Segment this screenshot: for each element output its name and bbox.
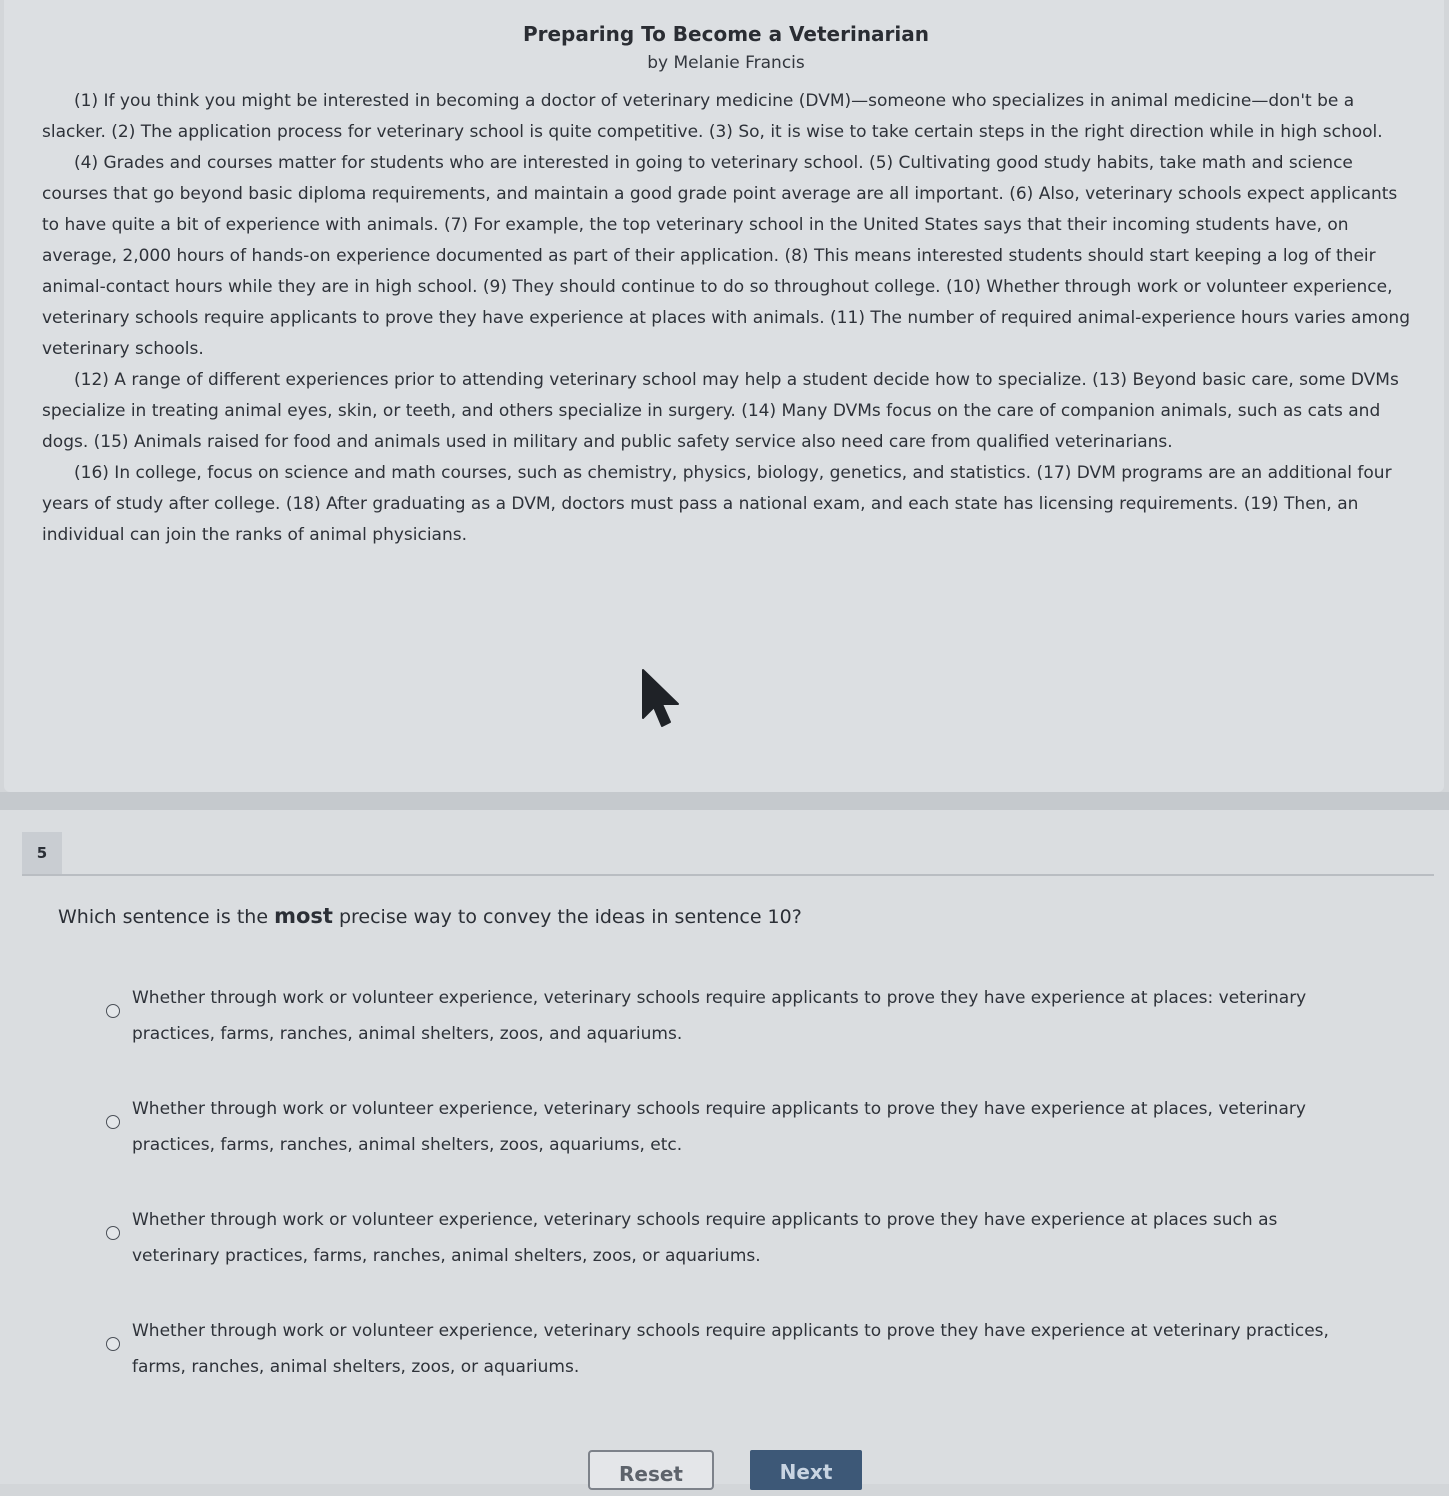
- passage-paragraph-2: (4) Grades and courses matter for students who are interested in going to veterinary school. (5) Cultivating good study habits, take math and science courses that go beyond basic diploma requirements, and maintain a good grade point average are all important. (6) Also, veterinary schools expect applicants to have quite a bit of experience with animals. (7) For example, the top veterinary school in the United States says that their incoming students have, on average, 2,000 hours of hands-on experience documented as part of their application. (8) This means interested students should start keeping a log of their animal-contact hours while they are in high school. (9) They should continue to do so throughout college. (10) Whether through work or volunteer experience, veterinary schools require applicants to prove they have experience at places with animals. (11) The number of required animal-experience hours varies among veterinary schools.: [42, 153, 1410, 359]
- passage-title: Preparing To Become a Veterinarian: [522, 22, 930, 46]
- question-number-badge: 5: [22, 832, 62, 874]
- answer-choice-1[interactable]: [106, 980, 1336, 1050]
- answer-choice-3[interactable]: [106, 1202, 1336, 1272]
- passage-author: by Melanie Francis: [647, 53, 805, 73]
- answer-choice-2-text[interactable]: Whether through work or volunteer experience, veterinary schools require applicants to prove they have experience at places, veterinary practices, farms, ranches, animal shelters, zoos, aquariums, etc.: [132, 1099, 1306, 1155]
- reset-button[interactable]: Reset: [588, 1450, 714, 1490]
- radio-button-2[interactable]: [106, 1115, 120, 1129]
- passage-paragraph-3: (12) A range of different experiences prior to attending veterinary school may help a student decide how to specialize. (13) Beyond basic care, some DVMs specialize in treating animal eyes, skin, or teeth, and others specialize in surgery. (14) Many DVMs focus on the care of companion animals, such as cats and dogs. (15) Animals raised for food and animals used in military and public safety service also need care from qualified veterinarians.: [42, 370, 1399, 452]
- prompt-text-end: precise way to convey the ideas in sentence 10?: [332, 906, 802, 928]
- next-button[interactable]: Next: [750, 1450, 862, 1490]
- answer-choice-4-text[interactable]: Whether through work or volunteer experience, veterinary schools require applicants to prove they have experience at veterinary practices, farms, ranches, animal shelters, zoos, or aquariums.: [132, 1321, 1329, 1377]
- passage-paragraph-4: (16) In college, focus on science and math courses, such as chemistry, physics, biology, genetics, and statistics. (17) DVM programs are an additional four years of study after college. (18) After graduating as a DVM, doctors must pass a national exam, and each state has licensing requirements. (19) Then, an individual can join the ranks of animal physicians.: [42, 463, 1392, 545]
- answer-choice-4[interactable]: [106, 1313, 1336, 1383]
- radio-button-1[interactable]: [106, 1004, 120, 1018]
- radio-button-4[interactable]: [106, 1337, 120, 1351]
- answer-choice-2[interactable]: [106, 1091, 1336, 1161]
- prompt-emphasis: most: [274, 904, 333, 928]
- answer-choice-3-text[interactable]: Whether through work or volunteer experience, veterinary schools require applicants to prove they have experience at places such as veterinary practices, farms, ranches, animal shelters, zoos, or aquariums.: [132, 1210, 1278, 1266]
- question-divider: [22, 874, 1434, 876]
- question-prompt: [58, 902, 802, 931]
- question-panel: [0, 810, 1449, 1484]
- passage-paragraph-1: (1) If you think you might be interested in becoming a doctor of veterinary medicine (DVM)—someone who specializes in animal medicine—don't be a slacker. (2) The application process for veterinary school is quite competitive. (3) So, it is wise to take certain steps in the right direction while in high school.: [42, 91, 1383, 142]
- passage-panel: [4, 0, 1444, 792]
- answer-choice-1-text[interactable]: Whether through work or volunteer experience, veterinary schools require applicants to prove they have experience at places: veterinary practices, farms, ranches, animal shelters, zoos, and aquariums.: [132, 988, 1307, 1044]
- radio-button-3[interactable]: [106, 1226, 120, 1240]
- prompt-text-start: Which sentence is the: [58, 906, 275, 928]
- mouse-pointer-icon: [640, 668, 684, 730]
- panel-divider[interactable]: [0, 792, 1449, 810]
